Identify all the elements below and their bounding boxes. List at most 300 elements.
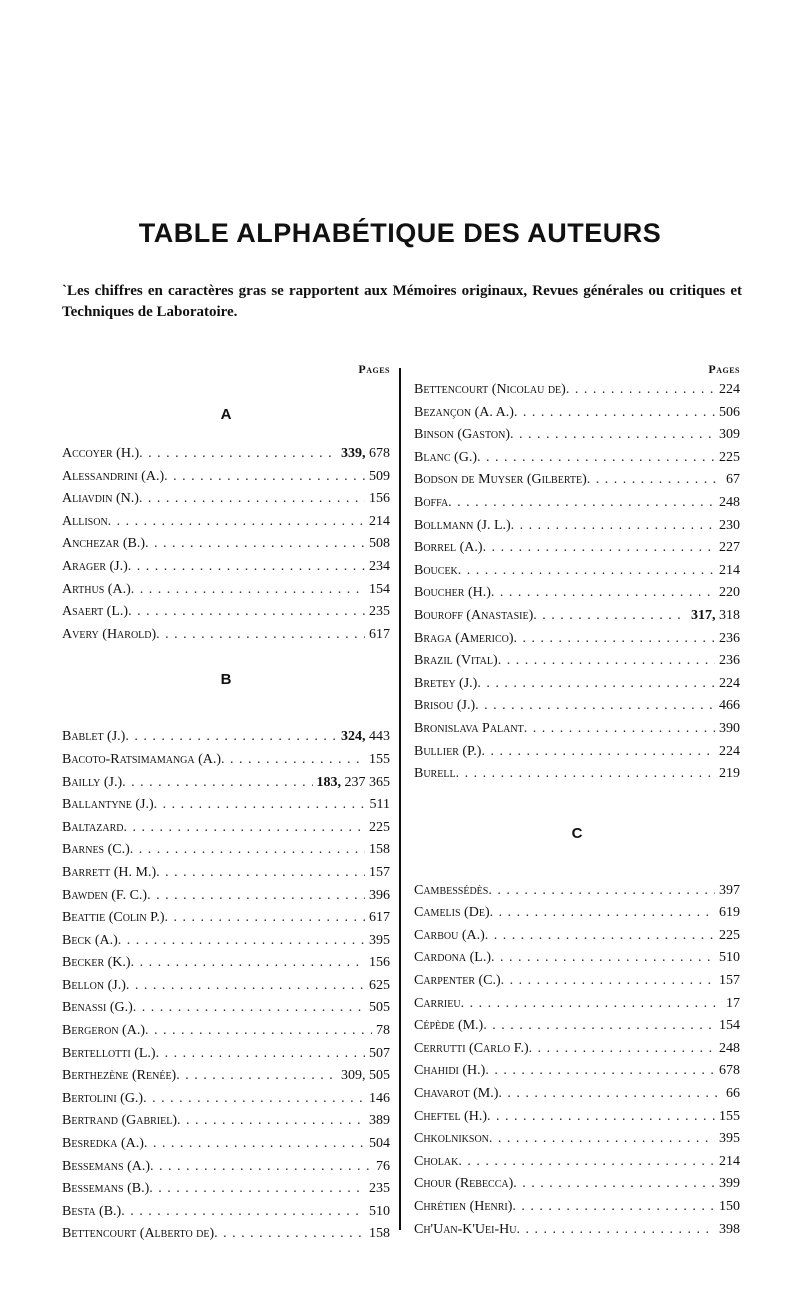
page-numbers [715, 405, 740, 421]
regular-page-number: 309, 505 [341, 1068, 390, 1084]
leader-dots [156, 865, 365, 881]
index-entry [62, 1136, 390, 1159]
author-name: Cambessédès [414, 882, 489, 898]
index-entry [414, 950, 740, 973]
page-numbers [365, 978, 390, 994]
index-entry [62, 627, 390, 650]
index-entry [414, 1176, 740, 1199]
regular-page-number: 318 [719, 607, 740, 623]
index-entry [62, 1204, 390, 1227]
page-numbers [715, 450, 740, 466]
author-name: Bronislava Palant [414, 720, 524, 736]
regular-page-number: 396 [369, 887, 390, 903]
index-entry [414, 1131, 740, 1154]
author-name: Chahidi (H.) [414, 1063, 486, 1079]
regular-page-number: 678 [369, 446, 390, 461]
index-entry [414, 540, 740, 563]
regular-page-number: 511 [369, 797, 390, 813]
leader-dots [143, 1091, 365, 1107]
page-numbers [715, 1154, 740, 1170]
leader-dots [164, 469, 365, 485]
regular-page-number: 508 [369, 536, 390, 552]
author-name: Cheftel (H.) [414, 1108, 487, 1124]
author-name: Brazil (Vital) [414, 653, 498, 669]
index-entry [414, 883, 740, 906]
leader-dots [128, 604, 365, 620]
author-name: Bertrand (Gabriel) [62, 1113, 178, 1129]
author-name: Chavarot (M.) [414, 1086, 499, 1102]
index-entry [62, 865, 390, 888]
author-name: Bettencourt (Alberto de) [62, 1226, 215, 1242]
page-numbers [715, 653, 740, 669]
regular-page-number: 225 [719, 927, 740, 943]
regular-page-number: 214 [719, 562, 740, 578]
intro-paragraph: `Les chiffres en caractères gras se rapportent aux Mémoires originaux, Revues générales ou critiques et Techniques de Laboratoire. [62, 283, 742, 320]
regular-page-number: 155 [369, 751, 390, 767]
page-numbers [365, 1046, 390, 1062]
index-entry [414, 744, 740, 767]
leader-dots [139, 446, 337, 462]
index-entry [414, 427, 740, 450]
author-name: Boucher (H.) [414, 585, 491, 601]
index-entry [62, 582, 390, 605]
author-name: Bellon (J.) [62, 977, 126, 993]
index-entry [62, 1181, 390, 1204]
index-entry [62, 536, 390, 559]
index-entry [414, 495, 740, 518]
leader-dots [498, 1086, 722, 1102]
leader-dots [490, 905, 715, 921]
author-name: Ballantyne (J.) [62, 797, 154, 813]
index-entry [414, 1109, 740, 1132]
index-entry [62, 1226, 390, 1249]
left-column [62, 362, 390, 1249]
author-name: Bessemans (A.) [62, 1158, 151, 1174]
leader-dots [477, 676, 715, 692]
regular-page-number: 219 [719, 766, 740, 782]
author-name: Ch'Uan-K'Uei-Hu [414, 1221, 517, 1237]
leader-dots [458, 563, 715, 579]
page-numbers [337, 1068, 390, 1084]
author-name: Baltazard [62, 819, 124, 835]
bold-page-number: 317, [691, 607, 716, 623]
page-numbers [715, 1176, 740, 1192]
index-entry [62, 1000, 390, 1023]
regular-page-number: 395 [719, 1131, 740, 1147]
leader-dots [501, 973, 715, 989]
author-name: Bertellotti (L.) [62, 1045, 156, 1061]
leader-dots [514, 631, 716, 647]
leader-dots [511, 518, 715, 534]
regular-page-number: 617 [369, 910, 390, 926]
leader-dots [149, 1181, 365, 1197]
index-entry [62, 1091, 390, 1114]
section-b-continued-list [414, 382, 740, 789]
page-numbers [372, 1159, 390, 1175]
index-entry [62, 978, 390, 1001]
index-entry [62, 820, 390, 843]
regular-page-number: 158 [369, 1226, 390, 1242]
author-name: Cépède (M.) [414, 1018, 484, 1034]
page-numbers [715, 1041, 740, 1057]
page-numbers [722, 472, 740, 488]
regular-page-number: 230 [719, 517, 740, 533]
author-name: Bessemans (B.) [62, 1181, 150, 1197]
leader-dots [510, 427, 715, 443]
author-name: Barrett (H. M.) [62, 864, 157, 880]
regular-page-number: 220 [719, 585, 740, 601]
regular-page-number: 390 [719, 720, 740, 736]
index-entry [414, 1222, 740, 1245]
author-name: Avery (Harold) [62, 626, 157, 642]
page-numbers [365, 1226, 390, 1242]
leader-dots [144, 1136, 365, 1152]
regular-page-number: 17 [726, 995, 740, 1011]
author-name: Brisou (J.) [414, 698, 476, 714]
regular-page-number: 236 [719, 630, 740, 646]
page-numbers [365, 627, 390, 643]
regular-page-number: 214 [369, 513, 390, 529]
author-name: Bouroff (Anastasie) [414, 607, 534, 623]
leader-dots [487, 1109, 715, 1125]
page-numbers [365, 536, 390, 552]
author-name: Becker (K.) [62, 955, 131, 971]
page-numbers [715, 1222, 740, 1238]
regular-page-number: 617 [369, 626, 390, 642]
regular-page-number: 510 [719, 950, 740, 966]
author-name: Braga (Americo) [414, 630, 514, 646]
regular-page-number: 506 [719, 404, 740, 420]
regular-page-number: 625 [369, 977, 390, 993]
column-divider [399, 368, 401, 1230]
author-name: Bergeron (A.) [62, 1023, 145, 1039]
section-letter-c: C [571, 824, 583, 842]
leader-dots [529, 1041, 715, 1057]
index-entry [414, 905, 740, 928]
page-numbers [365, 469, 390, 485]
leader-dots [128, 559, 365, 575]
page-numbers [687, 608, 740, 624]
page-numbers [715, 495, 740, 511]
regular-page-number: 76 [376, 1158, 390, 1174]
index-entry [414, 928, 740, 951]
leader-dots [498, 653, 715, 669]
regular-page-number: 309 [719, 427, 740, 443]
author-name: Alessandrini (A.) [62, 468, 165, 484]
author-name: Beck (A.) [62, 932, 118, 948]
page-title: TABLE ALPHABÉTIQUE DES AUTEURS [138, 218, 662, 248]
regular-page-number: 225 [719, 449, 740, 465]
bold-page-number: 324, [341, 729, 366, 745]
page-numbers [365, 1136, 390, 1152]
index-entry [62, 1113, 390, 1136]
regular-page-number: 248 [719, 494, 740, 510]
regular-page-number: 156 [369, 491, 390, 507]
page-numbers [313, 775, 391, 791]
author-name: Accoyer (H.) [62, 446, 140, 461]
index-entry [62, 1023, 390, 1046]
regular-page-number: 66 [726, 1086, 740, 1102]
index-entry [414, 1086, 740, 1109]
author-name: Bollmann (J. L.) [414, 517, 511, 533]
page-numbers [715, 563, 740, 579]
regular-page-number: 237 365 [344, 774, 390, 790]
leader-dots [165, 910, 366, 926]
regular-page-number: 443 [369, 729, 390, 745]
author-name: Beattie (Colin P.) [62, 910, 165, 926]
leader-dots [133, 1000, 365, 1016]
index-entry [414, 973, 740, 996]
page-numbers [337, 729, 390, 745]
bold-page-number: 339, [341, 446, 366, 461]
regular-page-number: 156 [369, 955, 390, 971]
author-name: Bailly (J.) [62, 774, 123, 790]
leader-dots [516, 1222, 715, 1238]
leader-dots [448, 495, 715, 511]
index-entry [414, 631, 740, 654]
leader-dots [461, 996, 722, 1012]
index-entry [62, 1046, 390, 1069]
leader-dots [131, 582, 365, 598]
author-name: Carpenter (C.) [414, 973, 501, 989]
page-numbers [715, 883, 740, 899]
page-numbers [715, 766, 740, 782]
pages-heading: Pages [708, 362, 740, 376]
leader-dots [533, 608, 687, 624]
regular-page-number: 235 [369, 1181, 390, 1197]
author-name: Arthus (A.) [62, 581, 131, 597]
page-numbers [365, 933, 390, 949]
index-entry [62, 797, 390, 820]
page-numbers [715, 973, 740, 989]
leader-dots [485, 1063, 715, 1079]
leader-dots [214, 1226, 365, 1242]
regular-page-number: 67 [726, 472, 740, 488]
author-name: Bullier (P.) [414, 743, 482, 759]
leader-dots [485, 928, 715, 944]
leader-dots [475, 698, 715, 714]
index-entry [414, 1063, 740, 1086]
leader-dots [125, 729, 337, 745]
index-entry [414, 766, 740, 789]
leader-dots [145, 1023, 372, 1039]
page-numbers [715, 382, 740, 398]
leader-dots [154, 797, 366, 813]
index-entry [414, 608, 740, 631]
index-entry [62, 933, 390, 956]
page-numbers [722, 996, 740, 1012]
leader-dots [477, 450, 715, 466]
author-name: Carrieu [414, 995, 461, 1011]
regular-page-number: 505 [369, 1000, 390, 1016]
author-name: Berthezène (Renée) [62, 1068, 177, 1084]
page-numbers [715, 1063, 740, 1079]
regular-page-number: 78 [376, 1023, 390, 1039]
index-entry [414, 450, 740, 473]
author-name: Bodson de Muyser (Gilberte) [414, 472, 587, 488]
index-entry [414, 653, 740, 676]
regular-page-number: 399 [719, 1176, 740, 1192]
index-entry [62, 559, 390, 582]
index-entry [62, 469, 390, 492]
page-numbers [365, 559, 390, 575]
regular-page-number: 389 [369, 1113, 390, 1129]
leader-dots [121, 1204, 365, 1220]
author-name: Bettencourt (Nicolau de) [414, 382, 566, 397]
leader-dots [514, 405, 715, 421]
index-entry [62, 752, 390, 775]
leader-dots [108, 514, 365, 530]
author-name: Cardona (L.) [414, 950, 491, 966]
leader-dots [124, 820, 365, 836]
regular-page-number: 157 [719, 973, 740, 989]
leader-dots [491, 585, 715, 601]
author-name: Bawden (F. C.) [62, 887, 148, 903]
index-entry [414, 563, 740, 586]
author-name: Cholak [414, 1153, 459, 1169]
leader-dots [458, 1154, 715, 1170]
author-name: Borrel (A.) [414, 540, 483, 556]
index-entry [62, 955, 390, 978]
page-numbers [365, 1113, 390, 1129]
page-numbers [715, 1131, 740, 1147]
page-numbers [722, 1086, 740, 1102]
regular-page-number: 214 [719, 1153, 740, 1169]
regular-page-number: 236 [719, 653, 740, 669]
page-numbers [715, 698, 740, 714]
regular-page-number: 678 [719, 1063, 740, 1079]
author-name: Boucek [414, 562, 458, 578]
author-name: Burell [414, 766, 456, 782]
author-name: Boffa [414, 494, 449, 510]
page-numbers [715, 676, 740, 692]
pages-heading: Pages [358, 362, 390, 376]
author-name: Anchezar (B.) [62, 536, 145, 552]
author-name: Bezançon (A. A.) [414, 404, 514, 420]
page-numbers [365, 491, 390, 507]
regular-page-number: 224 [719, 382, 740, 397]
regular-page-number: 225 [369, 819, 390, 835]
page-numbers [365, 865, 390, 881]
regular-page-number: 510 [369, 1203, 390, 1219]
regular-page-number: 146 [369, 1090, 390, 1106]
leader-dots [131, 955, 365, 971]
leader-dots [512, 1199, 715, 1215]
page-numbers [365, 1204, 390, 1220]
section-c-list [414, 883, 740, 1245]
page-numbers [337, 446, 390, 462]
leader-dots [491, 950, 715, 966]
regular-page-number: 154 [369, 581, 390, 597]
page-numbers [365, 888, 390, 904]
author-name: Besta (B.) [62, 1203, 122, 1219]
page-numbers [365, 1091, 390, 1107]
regular-page-number: 398 [719, 1221, 740, 1237]
index-entry [414, 1154, 740, 1177]
author-name: Bacoto-Ratsimamanga (A.) [62, 751, 222, 767]
leader-dots [489, 1131, 715, 1147]
leader-dots [483, 1018, 715, 1034]
page-numbers [372, 1023, 390, 1039]
index-entry [414, 996, 740, 1019]
author-name: Bablet (J.) [62, 729, 126, 745]
page-numbers [715, 585, 740, 601]
author-name: Cerrutti (Carlo F.) [414, 1040, 529, 1056]
page-numbers [715, 427, 740, 443]
author-name: Benassi (G.) [62, 1000, 133, 1016]
author-name: Arager (J.) [62, 558, 128, 574]
index-entry [414, 1018, 740, 1041]
author-name: Bertolini (G.) [62, 1090, 144, 1106]
author-name: Allison [62, 513, 108, 529]
leader-dots [156, 627, 365, 643]
page-numbers [715, 905, 740, 921]
leader-dots [513, 1176, 715, 1192]
regular-page-number: 234 [369, 558, 390, 574]
author-name: Carbou (A.) [414, 927, 485, 943]
section-a-list [62, 446, 390, 649]
page-numbers [715, 1199, 740, 1215]
regular-page-number: 619 [719, 905, 740, 921]
page-numbers [365, 514, 390, 530]
index-entry [414, 472, 740, 495]
page-numbers [365, 820, 390, 836]
leader-dots [150, 1159, 372, 1175]
page-numbers [366, 797, 390, 813]
leader-dots [483, 540, 715, 556]
leader-dots [139, 491, 365, 507]
page-numbers [365, 1181, 390, 1197]
leader-dots [176, 1068, 337, 1084]
index-entry [62, 910, 390, 933]
author-name: Binson (Gaston) [414, 427, 510, 443]
author-name: Asaert (L.) [62, 604, 129, 620]
page-numbers [365, 1000, 390, 1016]
index-entry [62, 446, 390, 469]
page-numbers [715, 540, 740, 556]
leader-dots [566, 382, 715, 398]
regular-page-number: 248 [719, 1040, 740, 1056]
page-numbers [365, 752, 390, 768]
leader-dots [126, 978, 365, 994]
regular-page-number: 157 [369, 864, 390, 880]
regular-page-number: 504 [369, 1136, 390, 1152]
leader-dots [488, 883, 715, 899]
page-numbers [365, 910, 390, 926]
page-numbers [715, 1109, 740, 1125]
index-entry [414, 382, 740, 405]
index-entry [62, 514, 390, 537]
regular-page-number: 509 [369, 468, 390, 484]
regular-page-number: 466 [719, 698, 740, 714]
author-name: Aliavdin (N.) [62, 491, 139, 507]
regular-page-number: 154 [719, 1018, 740, 1034]
section-b-list [62, 729, 390, 1249]
index-entry [414, 1199, 740, 1222]
bold-page-number: 183, [316, 774, 341, 790]
page-numbers [365, 604, 390, 620]
author-name: Besredka (A.) [62, 1136, 144, 1152]
author-name: Chour (Rebecca) [414, 1176, 514, 1192]
author-name: Barnes (C.) [62, 842, 130, 858]
leader-dots [481, 744, 715, 760]
page-numbers [365, 842, 390, 858]
regular-page-number: 227 [719, 540, 740, 556]
regular-page-number: 158 [369, 842, 390, 858]
leader-dots [221, 752, 365, 768]
section-letter-a: A [220, 406, 232, 423]
index-entry [62, 842, 390, 865]
